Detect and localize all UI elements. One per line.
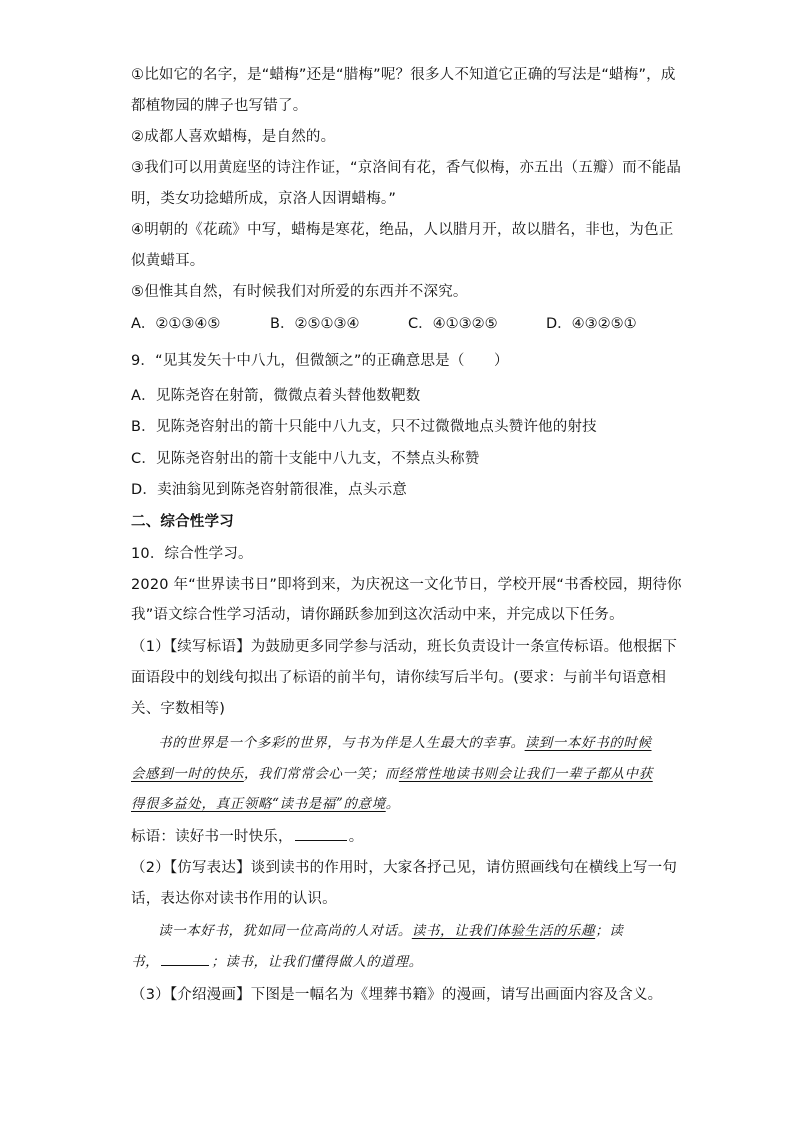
- underlined-sentence: 读书，让我们体验生活的乐趣: [411, 923, 596, 939]
- q8-sentence-4: ④明朝的《花疏》中写，蜡梅是寒花，绝品，人以腊月开，故以腊名，非也，为色正: [131, 222, 674, 238]
- passage-text: ；读: [595, 923, 624, 939]
- q8-sentence-1-cont: 都植物园的牌子也写错了。: [131, 98, 308, 114]
- handwritten-passage-line-3: [131, 793, 400, 815]
- q10-part2-prompt-cont: 话，表达你对读书作用的认识。: [131, 891, 337, 907]
- handwritten-passage-line-2: [131, 763, 653, 785]
- q8-option-a[interactable]: A．②①③④⑤: [131, 316, 221, 332]
- slogan-suffix: 。: [348, 829, 364, 845]
- underlined-sentence: 会感到一时的快乐: [131, 766, 244, 782]
- q8-option-c[interactable]: C．④①③②⑤: [408, 316, 498, 332]
- q10-intro: 2020 年“世界读书日”即将到来，为庆祝这一文化节日，学校开展“书香校园，期待你: [131, 577, 682, 593]
- passage-text: 。: [385, 796, 400, 812]
- q8-option-b[interactable]: B．②⑤①③④: [270, 316, 360, 332]
- section-heading: 二、综合性学习: [131, 514, 234, 530]
- slogan-prefix: 标语：读好书一时快乐，: [131, 829, 293, 845]
- q10-part3-prompt: （3）【介绍漫画】下图是一幅名为《埋葬书籍》的漫画，请写出画面内容及含义。: [131, 987, 663, 1003]
- q10-intro-cont: 我”语文综合性学习活动，请你踊跃参加到这次活动中来，并完成以下任务。: [131, 607, 624, 623]
- passage-text: ；读书，让我们懂得做人的道理。: [211, 954, 423, 970]
- q9-option-c[interactable]: C．见陈尧咨射出的箭十支能中八九支，不禁点头称赞: [131, 451, 480, 467]
- q8-sentence-3: ③我们可以用黄庭坚的诗注作证，“京洛间有花，香气似梅，亦五出（五瓣）而不能晶: [131, 160, 682, 176]
- passage-text: ，我们常常会心一笑；而: [243, 766, 399, 782]
- handwritten-passage-line-1: [158, 732, 652, 754]
- q8-sentence-5: ⑤但惟其自然，有时候我们对所爱的东西并不深究。: [131, 284, 468, 300]
- q9-option-d[interactable]: D．卖油翁见到陈尧咨射箭很准，点头示意: [131, 482, 407, 498]
- q10-title: 10．综合性学习。: [131, 546, 253, 562]
- underlined-sentence: 读到一本好书的时候: [524, 735, 652, 751]
- q10-part1-prompt-cont: 面语段中的划线句拟出了标语的前半句，请你续写后半句。(要求：与前半句语意相: [131, 670, 667, 686]
- q8-option-d[interactable]: D．④③②⑤①: [546, 316, 637, 332]
- q10-part2-prompt: （2）【仿写表达】谈到读书的作用时，大家各抒己见，请仿照画线句在横线上写一句: [131, 860, 678, 876]
- underlined-sentence: 得很多益处，真正领略“读书是福”的意境: [131, 796, 386, 812]
- q10-part1-prompt-cont2: 关、字数相等): [131, 701, 226, 717]
- passage-text: 读一本好书，犹如同一位高尚的人对话。: [158, 923, 412, 939]
- passage-text: 书的世界是一个多彩的世界，与书为伴是人生最大的幸事。: [158, 735, 525, 751]
- slogan-answer-blank[interactable]: [295, 826, 347, 841]
- q8-sentence-2: ②成都人喜欢蜡梅，是自然的。: [131, 129, 336, 145]
- q8-sentence-3-cont: 明，类女功捻蜡所成，京洛人因谓蜡梅。”: [131, 191, 397, 207]
- q8-sentence-1: ①比如它的名字，是“蜡梅”还是“腊梅”呢？很多人不知道它正确的写法是“蜡梅”，成: [131, 67, 676, 83]
- passage-text: 书，: [131, 954, 160, 970]
- q9-stem: 9．“见其发矢十中八九，但微颔之”的正确意思是（ ）: [131, 353, 509, 369]
- q9-option-b[interactable]: B．见陈尧咨射出的箭十只能中八九支，只不过微微地点头赞许他的射技: [131, 419, 597, 435]
- q10-part1-prompt: （1）【续写标语】为鼓励更多同学参与活动，班长负责设计一条宣传标语。他根据下: [131, 639, 678, 655]
- slogan-line: [131, 826, 363, 848]
- handwritten-imitation-line-2: [131, 951, 423, 973]
- handwritten-imitation-line-1: [158, 920, 623, 942]
- q8-sentence-4-cont: 似黄蜡耳。: [131, 253, 205, 269]
- underlined-sentence: 经常性地读书则会让我们一辈子都从中获: [398, 766, 653, 782]
- q9-option-a[interactable]: A．见陈尧咨在射箭，微微点着头替他数靶数: [131, 388, 421, 404]
- imitation-answer-blank[interactable]: [161, 951, 209, 966]
